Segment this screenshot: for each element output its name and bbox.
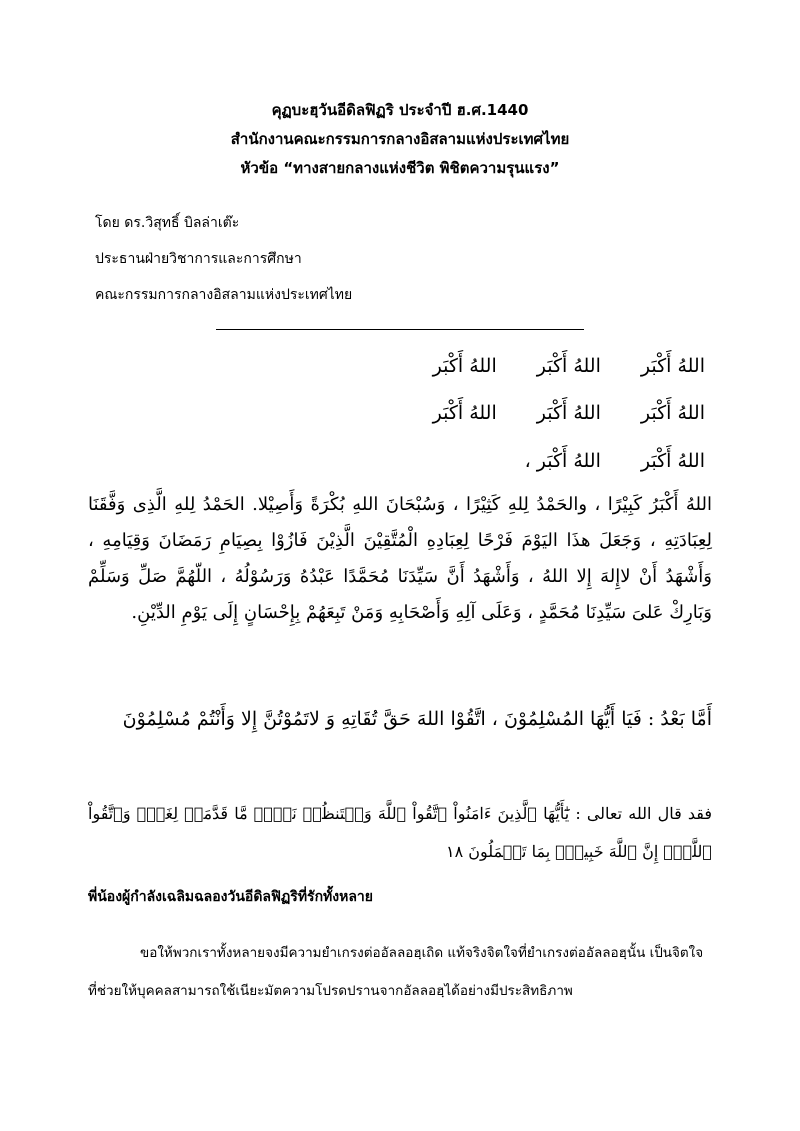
- takbir-phrase: اللهُ أَكْبَر: [432, 402, 497, 424]
- sermon-title: คุฏบะฮฺวันอีดิลฟิฏริ ประจำปี ฮ.ศ.1440: [271, 101, 529, 119]
- quran-verse: فقد قال الله تعالى : يَٰٓأَيُّهَا ٱلَّذِينَ ءَامَنُواْ ٱتَّقُواْ ٱللَّهَ وَلۡتَنظُرۡ نَفۡسٞ مَّا قَدَّمَتۡ لِغَدٖۖ وَٱتَّقُواْ ٱللَّهَۚ إِنَّ ٱللَّهَ خَبِيرُۢ بِمَا تَعۡمَلُونَ ١٨: [88, 804, 712, 861]
- author-organization: คณะกรรมการกลางอิสลามแห่งประเทศไทย: [95, 287, 353, 303]
- author-name: โดย ดร.วิสุทธิ์ บิลล่าเต๊ะ: [95, 215, 240, 231]
- section-heading: พี่น้องผู้กำลังเฉลิมฉลองวันอีดิลฟิฏริที่รักทั้งหลาย: [88, 889, 373, 905]
- arabic-exhortation: أَمَّا بَعْدُ : فَيَا أَيُّهَا المُسْلِمُوْنَ ، اتَّقُوْا اللهَ حَقَّ تُقَاتِهِ وَ لاتَمُوْتُنَّ إِلا وَأَنْتُمْ مُسْلِمُوْنَ: [122, 708, 712, 730]
- takbir-phrase: اللهُ أَكْبَر: [536, 402, 601, 424]
- arabic-opening-praise: اللهُ أَكْبَرُ كَبِيْرًا ، والحَمْدُ لِلهِ كَثِيْرًا ، وَسُبْحَانَ اللهِ بُكْرَةً وَأَصِيْلا. الحَمْدُ لِلهِ الَّذِى وَفَّقَنَا لِعِبَادَتِهِ ، وَجَعَلَ هذَا اليَوْمَ فَرْحًا لِعِبَادِهِ الْمُتَّقِيْنَ الَّذِيْنَ فَازُوْا بِصِيَامِ رَمَضَانَ وَقِيَامِهِ ، وَأَشْهَدُ أَنْ لاإِلهَ إِلا اللهُ ، وَأَشْهَدُ أَنَّ سَيِّدَنَا مُحَمَّدًا عَبْدُهُ وَرَسُوْلُهُ ، اللّهُمَّ صَلِّ وَسَلِّمْ وَبَارِكْ عَلىَ سَيِّدِنَا مُحَمَّدٍ ، وَعَلَى آلِهِ وَأَصْحَابِهِ وَمَنْ تَبِعَهُمْ بِإِحْسَانٍ إِلَى يَوْمِ الدِّيْنِ.: [88, 494, 712, 623]
- takbir-phrase: اللهُ أَكْبَر: [536, 355, 601, 377]
- body-paragraph: ขอให้พวกเราทั้งหลายจงมีความยำเกรงต่ออัลลอฮฺเถิด แท้จริงจิตใจที่ยำเกรงต่ออัลลอฮฺนั้น เป็นจิตใจที่ช่วยให้บุคคลสามารถใช้เนียะมัตความโปรดปรานจากอัลลอฮฺได้อย่างมีประสิทธิภาพ: [88, 945, 704, 999]
- takbir-row-2: [305, 402, 705, 424]
- organization-title: สำนักงานคณะกรรมการกลางอิสลามแห่งประเทศไทย: [230, 130, 570, 148]
- takbir-phrase: اللهُ أَكْبَر: [640, 355, 705, 377]
- takbir-phrase: اللهُ أَكْبَر ،: [524, 450, 601, 472]
- takbir-phrase: اللهُ أَكْبَر: [640, 450, 705, 472]
- takbir-phrase: اللهُ أَكْبَر: [640, 402, 705, 424]
- document-header: [0, 96, 800, 183]
- takbir-row-3: [305, 450, 705, 472]
- takbir-phrase: اللهُ أَكْبَر: [432, 355, 497, 377]
- topic-title: หัวข้อ “ทางสายกลางแห่งชีวิต พิชิตความรุนแรง”: [240, 159, 560, 177]
- divider-line: [216, 329, 584, 330]
- takbir-row-1: [305, 355, 705, 377]
- author-position: ประธานฝ่ายวิชาการและการศึกษา: [95, 251, 302, 267]
- author-block: [95, 205, 715, 313]
